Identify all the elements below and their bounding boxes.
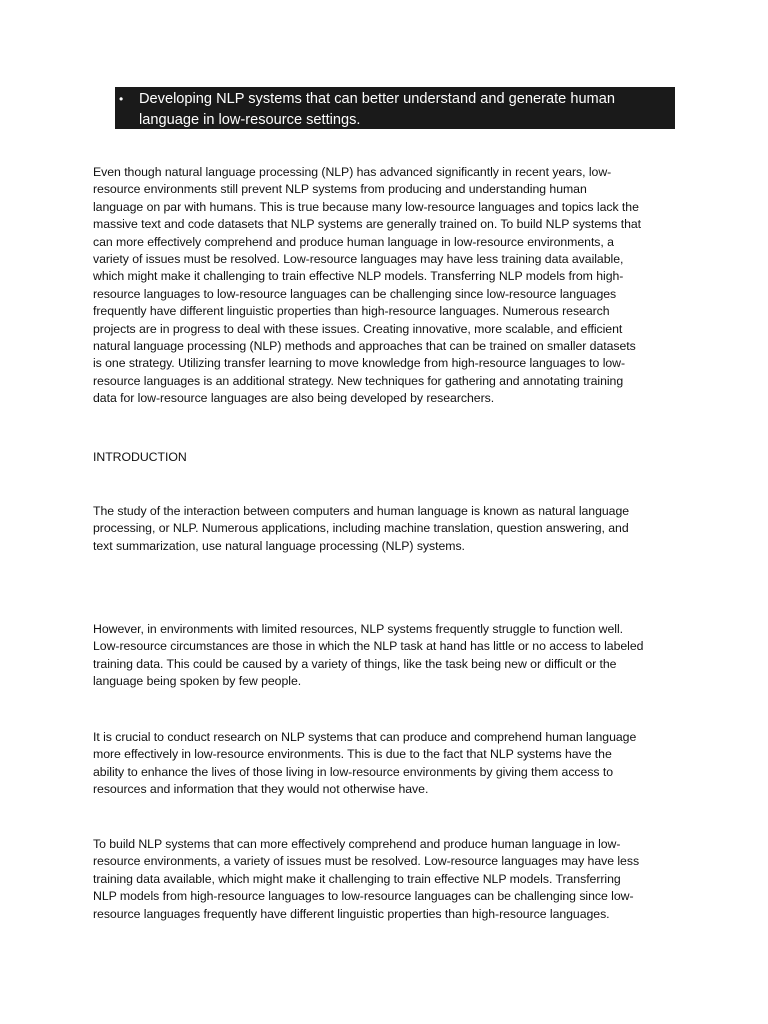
text-line: resources and information that they would not otherwise have.: [93, 782, 429, 797]
text-line: Low-resource circumstances are those in which the NLP task at hand has little or no access to labeled: [93, 639, 644, 654]
abstract-paragraph: [93, 164, 683, 408]
text-line: The study of the interaction between computers and human language is known as natural language: [93, 504, 630, 518]
text-line: data for low-resource languages are also being developed by researchers.: [93, 391, 495, 406]
text-line: resource environments still prevent NLP systems from producing and understanding human: [93, 182, 587, 197]
text-line: training data. This could be caused by a variety of things, like the task being new or difficult or the: [93, 656, 617, 671]
text-line: language on par with humans. This is true because many low-resource languages and topics lack the: [93, 199, 639, 214]
text-line: resource languages is an additional strategy. New techniques for gathering and annotating training: [93, 373, 624, 388]
text-line: more effectively in low-resource environments. This is due to the fact that NLP systems have the: [93, 747, 612, 762]
heading-line: language in low-resource settings.: [139, 112, 361, 128]
text-line: can more effectively comprehend and produce human language in low-resource environments, a: [93, 234, 614, 249]
text-line: Even though natural language processing (NLP) has advanced significantly in recent years, low-: [93, 165, 612, 179]
section-title: [93, 449, 683, 466]
text-line: projects are in progress to deal with these issues. Creating innovative, more scalable, and efficient: [93, 321, 623, 336]
text-line: training data available, which might make it challenging to train effective NLP models. Transferring: [93, 871, 621, 886]
heading-line: Developing NLP systems that can better understand and generate human: [139, 91, 615, 107]
text-line: resource environments, a variety of issues must be resolved. Low-resource languages may have less: [93, 854, 640, 869]
text-line: processing, or NLP. Numerous applications, including machine translation, question answering, and: [93, 521, 629, 536]
text-line: variety of issues must be resolved. Low-resource languages may have less training data available,: [93, 252, 624, 267]
bullet-icon: •: [119, 92, 124, 106]
text-line: resource languages frequently have different linguistic properties than high-resource languages.: [93, 906, 610, 921]
text-line: is one strategy. Utilizing transfer learning to move knowledge from high-resource languages to low-: [93, 356, 626, 371]
text-line: which might make it challenging to train effective NLP models. Transferring NLP models from high-: [93, 269, 624, 284]
intro-paragraph-1: [93, 503, 683, 555]
text-line: It is crucial to conduct research on NLP systems that can produce and comprehend human language: [93, 730, 637, 744]
text-line: ability to enhance the lives of those living in low-resource environments by giving them access to: [93, 764, 614, 779]
text-line: text summarization, use natural language processing (NLP) systems.: [93, 538, 465, 553]
text-line: However, in environments with limited resources, NLP systems frequently struggle to function well.: [93, 622, 624, 636]
text-line: language being spoken by few people.: [93, 674, 302, 689]
text-line: resource languages to low-resource languages can be challenging since low-resource languages: [93, 286, 617, 301]
section-title-text: INTRODUCTION: [93, 450, 187, 464]
text-line: massive text and code datasets that NLP systems are generally trained on. To build NLP systems that: [93, 217, 642, 232]
intro-paragraph-4: [93, 836, 683, 923]
text-line: NLP models from high-resource languages to low-resource languages can be challenging since low-: [93, 889, 634, 904]
intro-paragraph-2: [93, 621, 683, 691]
intro-paragraph-3: [93, 729, 683, 799]
text-line: To build NLP systems that can more effectively comprehend and produce human language in low-: [93, 837, 621, 851]
text-line: natural language processing (NLP) methods and approaches that can be trained on smaller datasets: [93, 339, 636, 354]
highlighted-bullet-heading: [115, 87, 675, 129]
text-line: frequently have different linguistic properties than high-resource languages. Numerous research: [93, 304, 610, 319]
